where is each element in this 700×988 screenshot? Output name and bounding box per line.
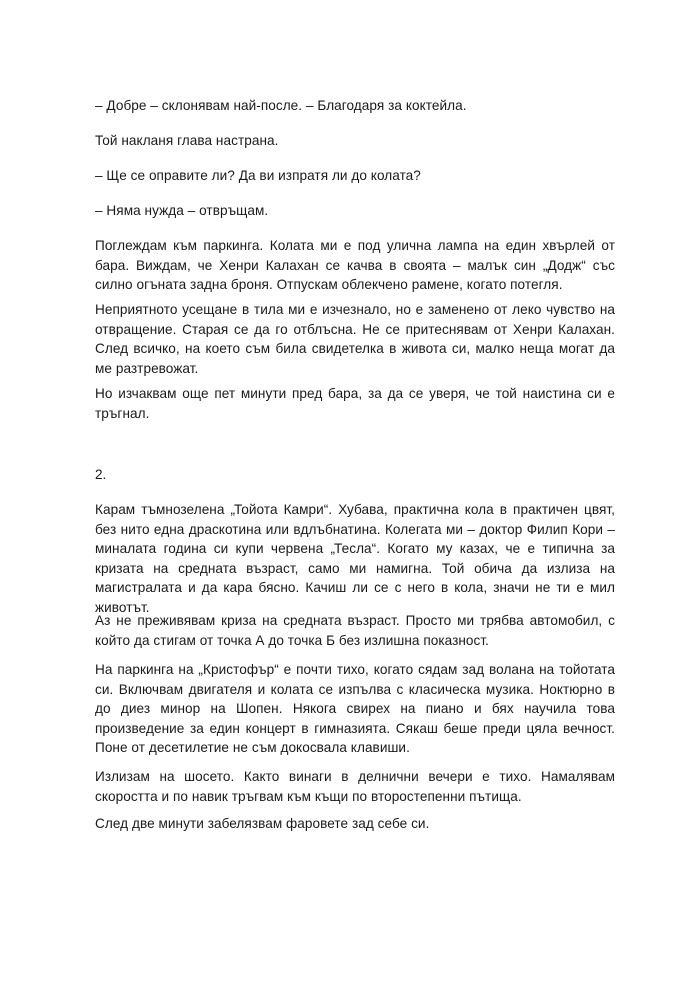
paragraph-no-midlife-crisis: Аз не преживявам криза на средната възраст. Просто ми трябва автомобил, с който да стигам от точка А до точка Б без излишна показност. [95,613,615,648]
dialogue-line-1: – Добре – склонявам най-после. – Благодаря за коктейла. [95,98,467,113]
paragraph-chopin-nocturne: На паркинга на „Кристофър“ е почти тихо, когато сядам зад волана на тойотата си. Включвам двигателя и колата се изпълва с класическа музика. Ноктюрно в до диез минор на Шопен. Някога свирех на пиано и бях научила това произведение за един концерт в гимназията. Сякаш беше преди цяла вечност. Поне от десетилетие не съм докосвала клавиши. [95,662,615,756]
paragraph-parking: Поглеждам към паркинга. Колата ми е под улична лампа на един хвърлей от бара. Виждам, че Хенри Калахан се качва в своята – малък син „Додж“ със силно огъната задна броня. Отпускам облекчено рамене, когато потегля. [95,238,615,293]
paragraph-headlights: След две минути забелязвам фаровете зад себе си. [95,816,430,831]
paragraph-highway: Излизам на шосето. Както винаги в делнични вечери е тихо. Намалявам скоростта и по навик тръгвам към къщи по второстепенни пътища. [95,769,615,804]
paragraph-wait-five-minutes: Но изчаквам още пет минути пред бара, за да се уверя, че той наистина си е тръгнал. [95,386,615,421]
dialogue-line-3: – Няма нужда – отвръщам. [95,203,269,218]
section-number: 2. [95,467,107,482]
dialogue-line-2: – Ще се оправите ли? Да ви изпратя ли до колата? [95,168,421,183]
narrative-line-head-tilt: Той накланя глава настрана. [95,133,279,148]
paragraph-toyota: Карам тъмнозелена „Тойота Камри“. Хубава, практична кола в практичен цвят, без нито една драскотина или вдлъбнатина. Колегата ми – доктор Филип Кори – миналата година си купи червена „Тесла“. Когато му казах, че е типична за кризата на средната възраст, само ми намигна. Той обича да излиза на магистралата и да кара бясно. Качиш ли се с него в кола, значи не ти е мил животът. [95,502,615,615]
paragraph-unpleasant-feeling: Неприятното усещане в тила ми е изчезнало, но е заменено от леко чувство на отвращение. Старая се да го отблъсна. Не се притеснявам от Хенри Калахан. След всичко, на което съм била свидетелка в живота си, малко неща могат да ме разтревожат. [95,302,615,376]
